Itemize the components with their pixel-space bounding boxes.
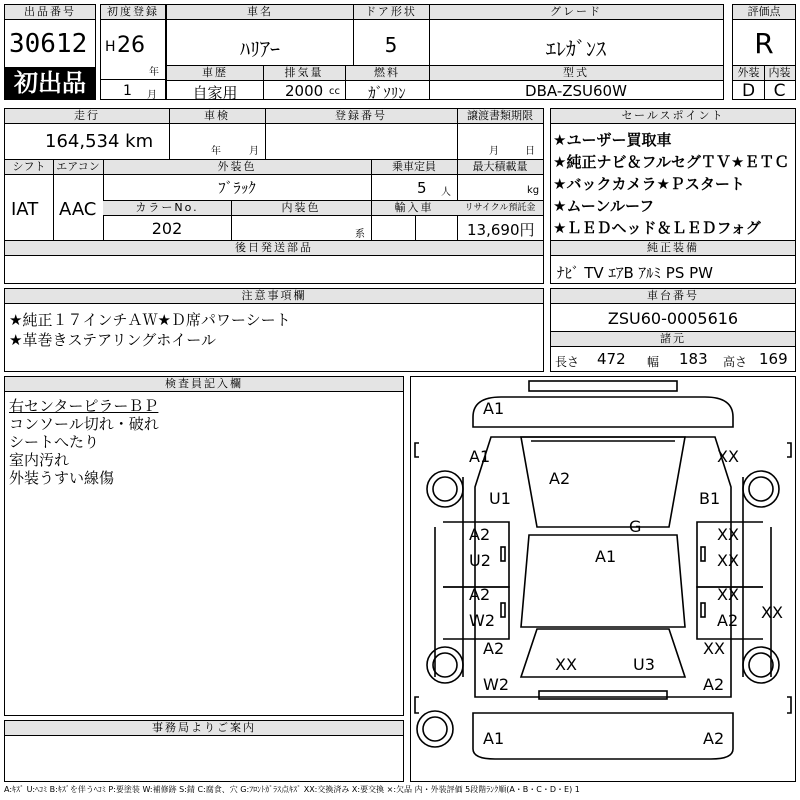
chassis-label: 車台番号: [551, 289, 795, 304]
damage-mark: XX: [717, 525, 739, 544]
mileage-label: 走行: [5, 109, 169, 124]
car-name-label: 車名: [167, 5, 353, 20]
car-diagram: [410, 376, 796, 782]
notes-label: 注意事項欄: [5, 289, 543, 304]
max-load-unit: kg: [527, 185, 540, 196]
damage-mark: U2: [469, 551, 491, 570]
sales-point: ★ムーンルーフ: [553, 197, 655, 215]
ac: AAC: [59, 199, 97, 220]
import-label: 輸入車: [371, 201, 457, 216]
first-reg-box: [100, 4, 166, 100]
inspection-label: 車検: [169, 109, 265, 124]
inspector-label: 検査員記入欄: [5, 377, 403, 392]
sales-point: ★ＬＥＤヘッド＆ＬＥＤフォグ: [553, 219, 761, 237]
height: 169: [759, 350, 788, 368]
interior-color-unit: 系: [355, 229, 365, 240]
length-label: 長さ: [555, 355, 580, 369]
sales-point: ★ユーザー買取車: [553, 131, 672, 149]
detail-box: [4, 108, 544, 284]
damage-mark: A2: [703, 675, 725, 694]
damage-mark: A2: [469, 585, 491, 604]
damage-mark: A1: [595, 547, 617, 566]
grade-label: グレード: [429, 5, 723, 20]
year-unit: 年: [149, 67, 159, 78]
lot-box: [4, 4, 96, 100]
first-reg-month: 1: [123, 83, 132, 99]
damage-mark: U3: [633, 655, 655, 674]
model: DBA-ZSU60W: [525, 82, 627, 100]
interior-label: 内装: [764, 66, 795, 81]
damage-mark: W2: [483, 675, 509, 694]
damage-mark: A1: [469, 447, 491, 466]
chassis-box: [550, 288, 796, 372]
score: R: [754, 27, 774, 60]
displacement-label: 排気量: [263, 66, 345, 81]
sales-points-box: [550, 108, 796, 284]
dims-label: 諸元: [551, 332, 795, 347]
max-load-label: 最大積載量: [457, 160, 543, 175]
transfer-label: 譲渡書類期限: [457, 109, 543, 124]
damage-mark: A1: [483, 729, 505, 748]
doors: 5: [384, 33, 398, 57]
displacement-unit: cc: [329, 86, 340, 97]
color-no-label: カラーNo.: [103, 201, 231, 216]
interior-color-label: 内装色: [231, 201, 371, 216]
transfer-month-unit: 月: [489, 146, 499, 157]
lot-number: 30612: [9, 29, 88, 59]
height-label: 高さ: [723, 355, 748, 369]
score-box: [732, 4, 796, 100]
office-box: [4, 720, 404, 782]
first-reg-year: 26: [117, 33, 145, 58]
sales-point: ★バックカメラ★Ｐスタート: [553, 175, 745, 193]
transfer-day-unit: 日: [525, 146, 535, 157]
note-item: ★革巻きステアリングホイール: [9, 331, 216, 349]
doors-label: ドア形状: [353, 5, 429, 20]
chassis-number: ZSU60-0005616: [607, 309, 739, 328]
damage-mark: A1: [483, 399, 505, 418]
color-no: 202: [151, 219, 183, 238]
fuel: ｶﾞｿﾘﾝ: [368, 84, 406, 102]
inspector-item: シートへたり: [9, 433, 100, 451]
damage-mark: B1: [699, 489, 721, 508]
history: 自家用: [192, 84, 238, 102]
grade: ｴﾚｶﾞﾝｽ: [546, 37, 606, 61]
inspection-year-unit: 年: [211, 146, 221, 157]
damage-mark: XX: [717, 447, 739, 466]
interior-grade: C: [773, 81, 786, 101]
length: 472: [597, 350, 626, 368]
damage-mark: XX: [555, 655, 577, 674]
month-unit: 月: [147, 90, 157, 101]
recycle-label: リサイクル預託金: [457, 201, 543, 216]
displacement: 2000: [285, 82, 324, 100]
equipment-label: 純正装備: [551, 241, 795, 256]
mileage: 164,534 km: [45, 131, 154, 152]
shift: IAT: [11, 199, 39, 220]
inspector-item: 外装うすい線傷: [9, 469, 115, 487]
damage-mark: A2: [549, 469, 571, 488]
damage-mark: W2: [469, 611, 495, 630]
lot-label: 出品番号: [5, 5, 95, 20]
exterior-grade: D: [741, 81, 756, 101]
legend: A:ｷｽﾞ U:ﾍｺﾐ B:ｷｽﾞを伴うﾍｺﾐ P:要塗装 W:補修跡 S:錆 C:腐食、穴 G:ﾌﾛﾝﾄｶﾞﾗｽ点ｷｽﾞ XX:交換済み X:要交換 ×:欠品 内・外装評価 5段階ﾗﾝｸ順(A・B・C・D・E) 1: [4, 785, 580, 794]
damage-mark: A2: [717, 611, 739, 630]
history-label: 車歴: [167, 66, 263, 81]
inspector-box: [4, 376, 404, 716]
damage-mark: XX: [761, 603, 783, 622]
first-reg-label: 初度登録: [101, 5, 165, 20]
car-name: ﾊﾘｱｰ: [240, 37, 280, 61]
damage-mark: G: [629, 517, 642, 536]
fuel-label: 燃料: [345, 66, 429, 81]
vehicle-box: [166, 4, 724, 100]
color-label: 外装色: [103, 160, 371, 175]
office-label: 事務局よりご案内: [5, 721, 403, 736]
damage-mark: A2: [703, 729, 725, 748]
registration-label: 登録番号: [265, 109, 457, 124]
color: ﾌﾞﾗｯｸ: [218, 179, 256, 197]
capacity: 5: [417, 179, 427, 197]
damage-mark: A2: [469, 525, 491, 544]
ac-label: エアコン: [53, 160, 103, 175]
model-label: 型式: [429, 66, 723, 81]
width: 183: [679, 350, 708, 368]
damage-mark: XX: [717, 585, 739, 604]
inspector-item: コンソール切れ・破れ: [9, 415, 159, 433]
equipment: ﾅﾋﾞ TV ｴｱB ｱﾙﾐ PS PW: [557, 264, 713, 282]
width-label: 幅: [647, 355, 660, 369]
damage-mark: XX: [703, 639, 725, 658]
capacity-label: 乗車定員: [371, 160, 457, 175]
inspector-item: 右センターピラーＢＰ: [9, 397, 159, 415]
car-outline: [411, 377, 795, 781]
capacity-unit: 人: [441, 187, 451, 198]
exterior-label: 外装: [733, 66, 764, 81]
era: H: [105, 39, 116, 55]
shift-label: シフト: [5, 160, 53, 175]
score-label: 評価点: [733, 5, 795, 20]
sales-points-label: セールスポイント: [551, 109, 795, 124]
sales-point: ★純正ナビ＆フルセグＴＶ★ＥＴＣ: [553, 153, 790, 171]
first-listing-badge: 初出品: [5, 67, 95, 99]
damage-mark: U1: [489, 489, 511, 508]
recycle: 13,690円: [467, 221, 535, 239]
inspection-month-unit: 月: [249, 146, 259, 157]
notes-box: [4, 288, 544, 372]
inspector-item: 室内汚れ: [9, 451, 70, 469]
later-parts-label: 後日発送部品: [5, 241, 543, 256]
damage-mark: A2: [483, 639, 505, 658]
note-item: ★純正１７インチＡＷ★Ｄ席パワーシート: [9, 311, 291, 329]
damage-mark: XX: [717, 551, 739, 570]
